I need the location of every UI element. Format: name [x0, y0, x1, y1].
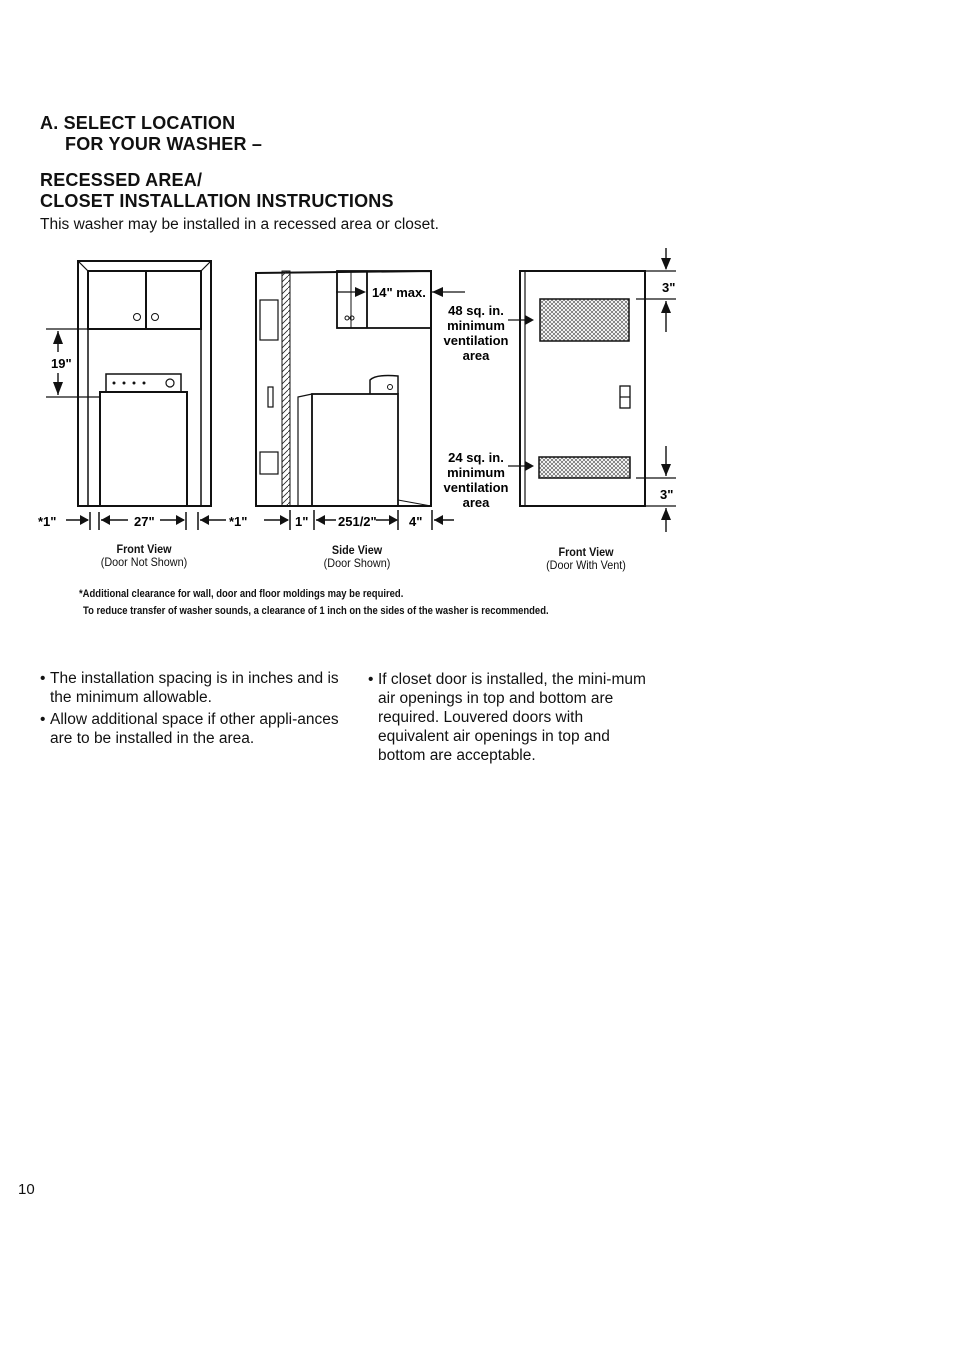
caption-door-view: [532, 546, 640, 572]
side-cabinet-depth-label: 14" max.: [372, 285, 426, 300]
cabinet: [88, 271, 201, 329]
side-washer: [312, 394, 398, 506]
door-section: [282, 271, 290, 506]
bullet-text: If closet door is installed, the mini-mum air openings in top and bottom are required. Louvered doors with equivalent air openings in top and bottom are acceptable.: [378, 671, 646, 764]
caption-front-view: [90, 543, 198, 569]
top-vent: [540, 299, 629, 341]
caption-door-view-sub: (Door With Vent): [546, 558, 626, 572]
svg-text:48 sq. in.: 48 sq. in.: [448, 303, 504, 318]
bullet-dot: •: [368, 671, 374, 688]
top-vent-label: [443, 303, 508, 363]
bullet-item: [40, 710, 340, 748]
side-view-diagram: [256, 271, 465, 530]
washer-body: [100, 392, 187, 506]
side-door-label: 1": [295, 514, 309, 529]
section-heading: [40, 113, 262, 155]
section-subheading: [40, 170, 394, 212]
svg-text:area: area: [462, 495, 490, 510]
note-clearance-moldings: *Additional clearance for wall, door and floor moldings may be required.: [79, 588, 404, 600]
front-left-clearance-label: *1": [38, 514, 57, 529]
intro-text: This washer may be installed in a recessed area or closet.: [40, 216, 439, 233]
bullet-item: [40, 669, 340, 707]
cabinet-knob: [152, 314, 159, 321]
svg-text:minimum: minimum: [447, 318, 505, 333]
caption-door-view-title: Front View: [558, 545, 614, 559]
section-subheading-line1: RECESSED AREA/: [40, 170, 203, 190]
washer-control-panel: [370, 376, 398, 395]
bullet-text: Allow additional space if other appli-ances are to be installed in the area.: [50, 711, 339, 747]
caption-side-view: [303, 544, 411, 570]
page-number: 10: [18, 1181, 35, 1198]
section-heading-line1: A. SELECT LOCATION: [40, 113, 236, 133]
front-view-diagram: [46, 261, 226, 530]
caption-side-view-sub: (Door Shown): [323, 556, 391, 570]
section-heading-line2: FOR YOUR WASHER –: [65, 134, 263, 154]
installation-diagram: [0, 240, 954, 540]
bullet-dot: •: [40, 711, 46, 728]
caption-front-view-sub: (Door Not Shown): [100, 555, 188, 569]
svg-text:area: area: [462, 348, 490, 363]
front-height-label: 19": [51, 356, 72, 371]
door-bottom-clearance-label: 3": [660, 487, 674, 502]
door-handle: [268, 387, 273, 407]
svg-text:minimum: minimum: [447, 465, 505, 480]
bullet-dot: •: [40, 670, 46, 687]
caption-side-view-title: Side View: [331, 543, 383, 557]
caption-front-view-title: Front View: [116, 542, 172, 556]
bullet-item: [368, 670, 658, 765]
svg-text:ventilation: ventilation: [443, 333, 509, 348]
cabinet-knob: [134, 314, 141, 321]
section-subheading-line2: CLOSET INSTALLATION INSTRUCTIONS: [40, 191, 394, 211]
bottom-vent: [539, 457, 630, 478]
door-vent-diagram: [508, 248, 676, 532]
side-depth-label: 251/2": [338, 514, 377, 529]
front-width-label: 27": [134, 514, 155, 529]
svg-text:24 sq. in.: 24 sq. in.: [448, 450, 504, 465]
door-top-clearance-label: 3": [662, 280, 676, 295]
svg-text:ventilation: ventilation: [443, 480, 509, 495]
front-right-clearance-label: *1": [229, 514, 248, 529]
side-back-clearance-label: 4": [409, 514, 423, 529]
bullet-text: The installation spacing is in inches and is the minimum allowable.: [50, 670, 339, 706]
note-sound-transfer: To reduce transfer of washer sounds, a clearance of 1 inch on the sides of the washer is recommended.: [83, 605, 549, 617]
bottom-vent-label: [443, 450, 508, 510]
